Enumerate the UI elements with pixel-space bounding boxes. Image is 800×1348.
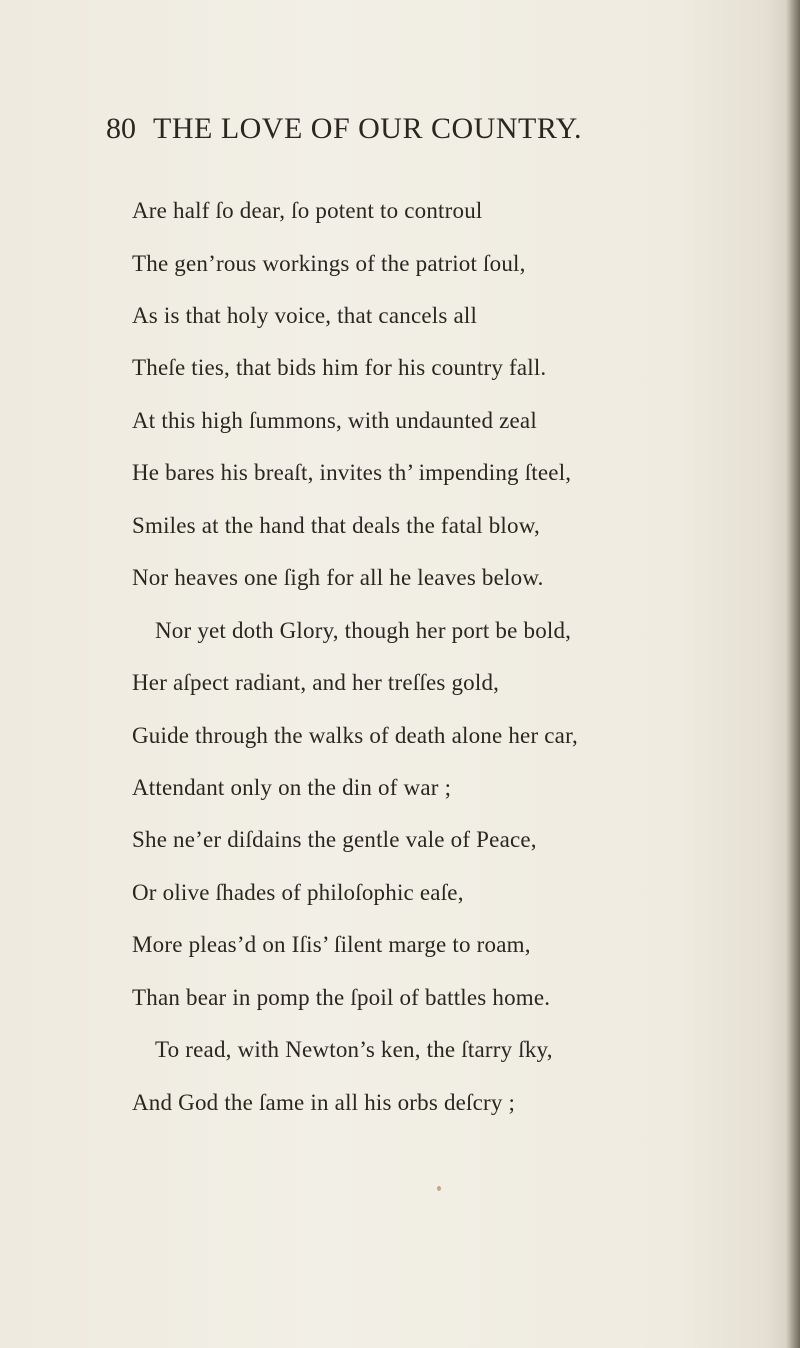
poem-line: Nor heaves one ſigh for all he leaves below. (132, 565, 544, 590)
poem-line: As is that holy voice, that cancels all (132, 303, 478, 328)
poem-line: At this high ſummons, with undaunted zeal (132, 408, 537, 433)
running-title: THE LOVE OF OUR COUNTRY. (153, 112, 582, 145)
poem-line: Attendant only on the din of war ; (132, 775, 452, 800)
paper-speck (437, 1186, 441, 1191)
poem-line: Nor yet doth Glory, though her port be bold, (155, 618, 572, 643)
poem-line: Her aſpect radiant, and her treſſes gold, (132, 670, 500, 695)
poem-line: Than bear in pomp the ſpoil of battles home. (132, 985, 551, 1010)
poem-line: Guide through the walks of death alone her car, (132, 723, 578, 748)
poem-line: Smiles at the hand that deals the fatal blow, (132, 513, 540, 538)
page-number: 80 (106, 112, 136, 145)
poem-line: And God the ſame in all his orbs deſcry ; (132, 1090, 516, 1115)
page-header (106, 112, 706, 152)
poem-line: Are half ſo dear, ſo potent to controul (132, 198, 483, 223)
poem-line: The gen’rous workings of the patriot ſoul, (132, 251, 526, 276)
poem-line: He bares his breaſt, invites th’ impending ſteel, (132, 460, 572, 485)
poem-line: More pleas’d on Iſis’ ſilent marge to roam, (132, 932, 531, 957)
poem-line: To read, with Newton’s ken, the ſtarry ſky, (155, 1037, 553, 1062)
poem-line: Theſe ties, that bids him for his country fall. (132, 355, 547, 380)
poem-line: She ne’er diſdains the gentle vale of Peace, (132, 827, 537, 852)
page-binding-edge (786, 0, 800, 1348)
poem-line: Or olive ſhades of philoſophic eaſe, (132, 880, 464, 905)
